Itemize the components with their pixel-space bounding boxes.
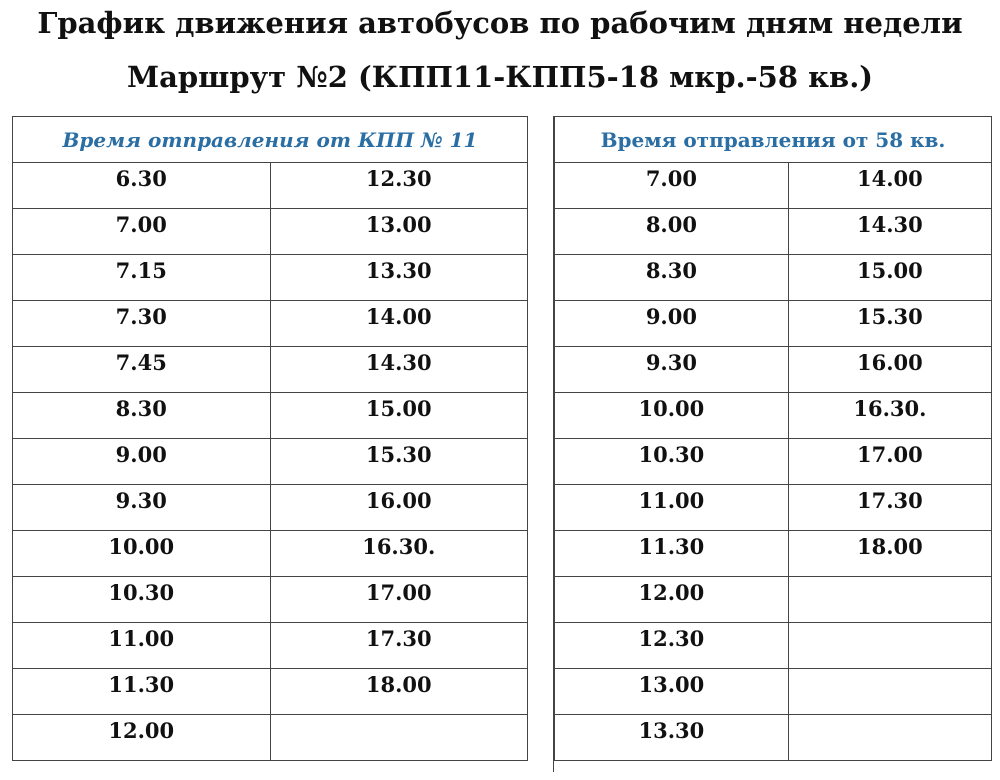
table-row xyxy=(555,209,992,255)
departure-time-cell: 11.00 xyxy=(13,623,271,669)
schedule-title: График движения автобусов по рабочим дням недели xyxy=(37,6,963,40)
table-row xyxy=(555,163,992,209)
departure-time-cell: 7.00 xyxy=(13,209,271,255)
departure-time-cell: 17.30 xyxy=(270,623,528,669)
departure-time-cell: 9.00 xyxy=(555,301,789,347)
table-row xyxy=(555,669,992,715)
departure-time-cell: 14.00 xyxy=(270,301,528,347)
departure-time-cell: 12.30 xyxy=(555,623,789,669)
table-row xyxy=(13,439,528,485)
departures-58kv-table xyxy=(554,116,992,761)
table-row xyxy=(555,531,992,577)
table-row xyxy=(13,255,528,301)
departure-time-cell xyxy=(788,715,991,761)
route-title: Маршрут №2 (КПП11-КПП5-18 мкр.-58 кв.) xyxy=(126,60,874,94)
departure-time-cell: 10.30 xyxy=(13,577,271,623)
table-row xyxy=(13,715,528,761)
departure-time-cell xyxy=(788,577,991,623)
departure-time-cell: 13.30 xyxy=(555,715,789,761)
departure-time-cell: 8.00 xyxy=(555,209,789,255)
departure-time-cell xyxy=(788,623,991,669)
table-row xyxy=(13,347,528,393)
departure-time-cell: 7.00 xyxy=(555,163,789,209)
departure-time-cell: 13.30 xyxy=(270,255,528,301)
departure-time-cell: 11.30 xyxy=(13,669,271,715)
departure-time-cell: 16.00 xyxy=(788,347,991,393)
departure-time-cell: 10.00 xyxy=(13,531,271,577)
table-row xyxy=(555,439,992,485)
departure-time-cell: 15.30 xyxy=(788,301,991,347)
departure-time-cell: 14.30 xyxy=(270,347,528,393)
table-row xyxy=(13,163,528,209)
departure-time-cell: 12.30 xyxy=(270,163,528,209)
departure-time-cell: 7.45 xyxy=(13,347,271,393)
departure-time-cell: 9.00 xyxy=(13,439,271,485)
table-row xyxy=(555,347,992,393)
table-row xyxy=(13,623,528,669)
departure-time-cell: 10.30 xyxy=(555,439,789,485)
departure-time-cell: 10.00 xyxy=(555,393,789,439)
departure-time-cell: 7.15 xyxy=(13,255,271,301)
departure-time-cell: 15.00 xyxy=(788,255,991,301)
departure-time-cell: 9.30 xyxy=(13,485,271,531)
departures-kpp11-table xyxy=(12,116,528,761)
departure-time-cell: 12.00 xyxy=(13,715,271,761)
table-row xyxy=(555,393,992,439)
table-row xyxy=(555,577,992,623)
table-row xyxy=(555,485,992,531)
departure-time-cell: 14.30 xyxy=(788,209,991,255)
departure-time-cell: 14.00 xyxy=(788,163,991,209)
departure-time-cell: 15.00 xyxy=(270,393,528,439)
departure-time-cell: 12.00 xyxy=(555,577,789,623)
departure-time-cell: 18.00 xyxy=(788,531,991,577)
table-row xyxy=(13,577,528,623)
table-row xyxy=(555,623,992,669)
table-row xyxy=(13,485,528,531)
table-separator xyxy=(528,116,554,772)
table-row xyxy=(13,531,528,577)
departure-time-cell: 16.30. xyxy=(788,393,991,439)
table-row xyxy=(555,301,992,347)
departure-time-cell: 7.30 xyxy=(13,301,271,347)
departure-time-cell: 13.00 xyxy=(270,209,528,255)
departure-time-cell xyxy=(788,669,991,715)
table-row xyxy=(13,393,528,439)
departure-time-cell: 18.00 xyxy=(270,669,528,715)
departure-time-cell: 8.30 xyxy=(13,393,271,439)
departure-time-cell: 17.00 xyxy=(788,439,991,485)
departure-time-cell: 15.30 xyxy=(270,439,528,485)
departures-kpp11-header: Время отправления от КПП № 11 xyxy=(13,117,528,163)
table-row xyxy=(13,669,528,715)
table-row xyxy=(13,301,528,347)
departures-58kv-header: Время отправления от 58 кв. xyxy=(555,117,992,163)
departure-time-cell: 11.00 xyxy=(555,485,789,531)
departure-time-cell: 6.30 xyxy=(13,163,271,209)
departure-time-cell: 11.30 xyxy=(555,531,789,577)
departure-time-cell: 17.30 xyxy=(788,485,991,531)
departure-time-cell: 13.00 xyxy=(555,669,789,715)
table-row xyxy=(13,209,528,255)
table-row xyxy=(555,715,992,761)
departure-time-cell: 9.30 xyxy=(555,347,789,393)
departure-time-cell: 16.30. xyxy=(270,531,528,577)
departure-time-cell: 17.00 xyxy=(270,577,528,623)
departure-time-cell: 8.30 xyxy=(555,255,789,301)
departure-time-cell: 16.00 xyxy=(270,485,528,531)
departure-time-cell xyxy=(270,715,528,761)
table-row xyxy=(555,255,992,301)
